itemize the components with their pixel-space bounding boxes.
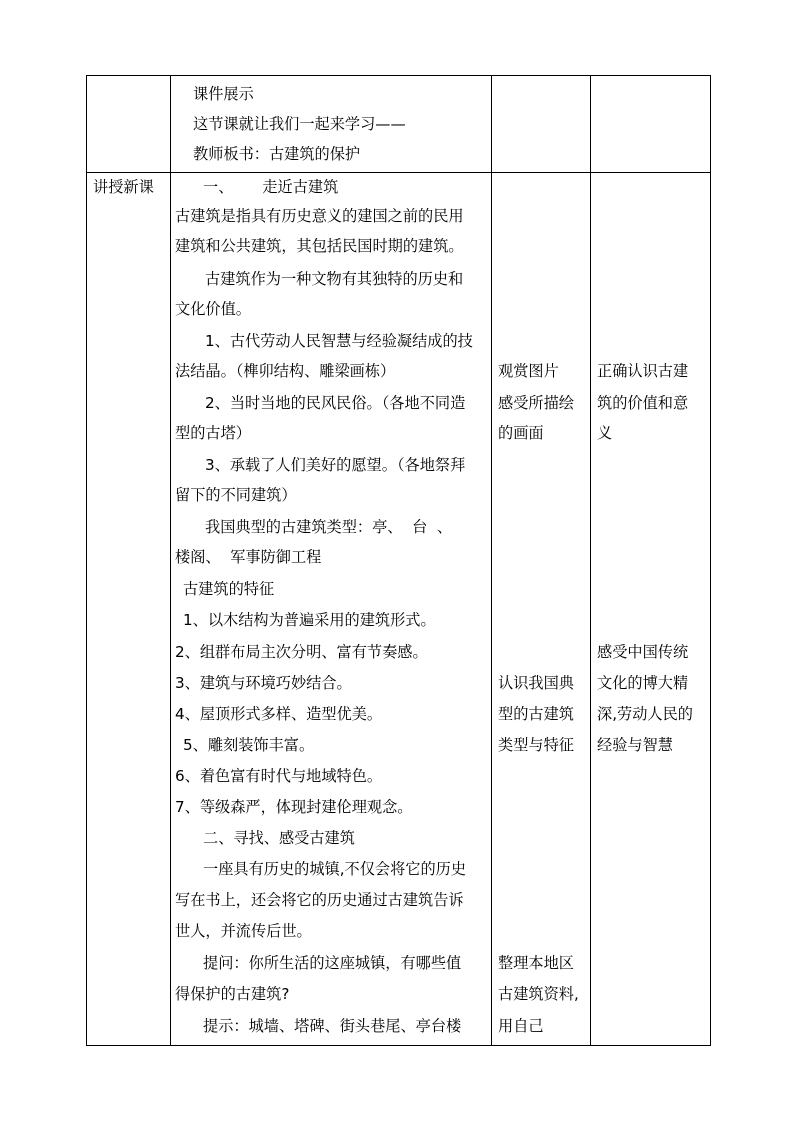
text-line: 楼阁、 军事防御工程 [175, 548, 322, 566]
lesson-plan-table [86, 75, 711, 1046]
design-intent-cell [591, 173, 711, 1046]
text-line: 文化价值。 [175, 300, 251, 318]
list-item: 5、雕刻装饰丰富。 [183, 736, 315, 754]
text-line: 型的古塔） [175, 424, 251, 442]
text-line: 1、古代劳动人民智慧与经验凝结成的技 [205, 332, 473, 350]
text-line: 这节课就让我们一起来学习—— [193, 115, 406, 133]
text-line: 建筑和公共建筑，其包括民国时期的建筑。 [175, 237, 464, 255]
text-line: 经验与智慧 [597, 736, 673, 754]
text-line: 古建筑是指具有历史意义的建国之前的民用 [175, 207, 464, 225]
stage-cell [87, 173, 171, 1046]
content-cell [171, 76, 492, 173]
text-line: 正确认识古建 [597, 362, 689, 380]
text-line: 世人，并流传后世。 [175, 922, 312, 940]
text-line: 的画面 [498, 424, 544, 442]
list-item: 7、等级森严，体现封建伦理观念。 [175, 798, 413, 816]
list-item: 2、组群布局主次分明、富有节奏感。 [175, 643, 428, 661]
text-line: 感受所描绘 [498, 394, 574, 412]
text-line: 感受中国传统 [597, 643, 689, 661]
text-line: 2、当时当地的民风民俗。（各地不同造 [205, 394, 466, 412]
section-heading: 二、寻找、感受古建筑 [203, 829, 355, 847]
list-item: 3、建筑与环境巧妙结合。 [175, 674, 352, 692]
text-line: 写在书上，还会将它的历史通过古建筑告诉 [175, 891, 464, 909]
text-line: 义 [597, 424, 613, 442]
text-line: 古建筑资料, [498, 985, 579, 1003]
text-line: 教师板书：古建筑的保护 [193, 145, 361, 163]
content-cell [171, 173, 492, 1046]
text-line: 我国典型的古建筑类型：亭、 台 、 [205, 518, 453, 536]
text-line: 提示：城墙、塔碑、街头巷尾、亭台楼 [203, 1017, 462, 1035]
text-line: 深,劳动人民的 [597, 705, 693, 723]
design-intent-cell [591, 76, 711, 173]
text-line: 得保护的古建筑? [175, 985, 290, 1003]
text-line: 3、承载了人们美好的愿望。（各地祭拜 [205, 456, 466, 474]
stage-cell [87, 76, 171, 173]
text-line: 筑的价值和意 [597, 394, 689, 412]
text-line: 课件展示 [193, 85, 254, 103]
student-activity-cell [492, 173, 591, 1046]
text-line: 法结晶。（榫卯结构、雕梁画栋） [175, 362, 396, 380]
text-line: 型的古建筑 [498, 705, 574, 723]
text-line: 观赏图片 [498, 362, 559, 380]
stage-label: 讲授新课 [93, 178, 154, 196]
section-heading: 古建筑的特征 [183, 580, 275, 598]
section-heading: 一、 走近古建筑 [203, 178, 339, 196]
list-item: 6、着色富有时代与地域特色。 [175, 767, 383, 785]
student-activity-cell [492, 76, 591, 173]
text-line: 提问：你所生活的这座城镇，有哪些值 [203, 954, 462, 972]
text-line: 古建筑作为一种文物有其独特的历史和 [205, 270, 464, 288]
table-row [87, 76, 711, 173]
text-line: 一座具有历史的城镇,不仅会将它的历史 [203, 860, 467, 878]
list-item: 1、以木结构为普遍采用的建筑形式。 [183, 611, 436, 629]
text-line: 留下的不同建筑） [175, 486, 297, 504]
text-line: 整理本地区 [498, 954, 574, 972]
list-item: 4、屋顶形式多样、造型优美。 [175, 705, 383, 723]
text-line: 用自己 [498, 1017, 544, 1035]
table-row [87, 173, 711, 1046]
text-line: 文化的博大精 [597, 674, 689, 692]
text-line: 类型与特征 [498, 736, 574, 754]
text-line: 认识我国典 [498, 674, 574, 692]
